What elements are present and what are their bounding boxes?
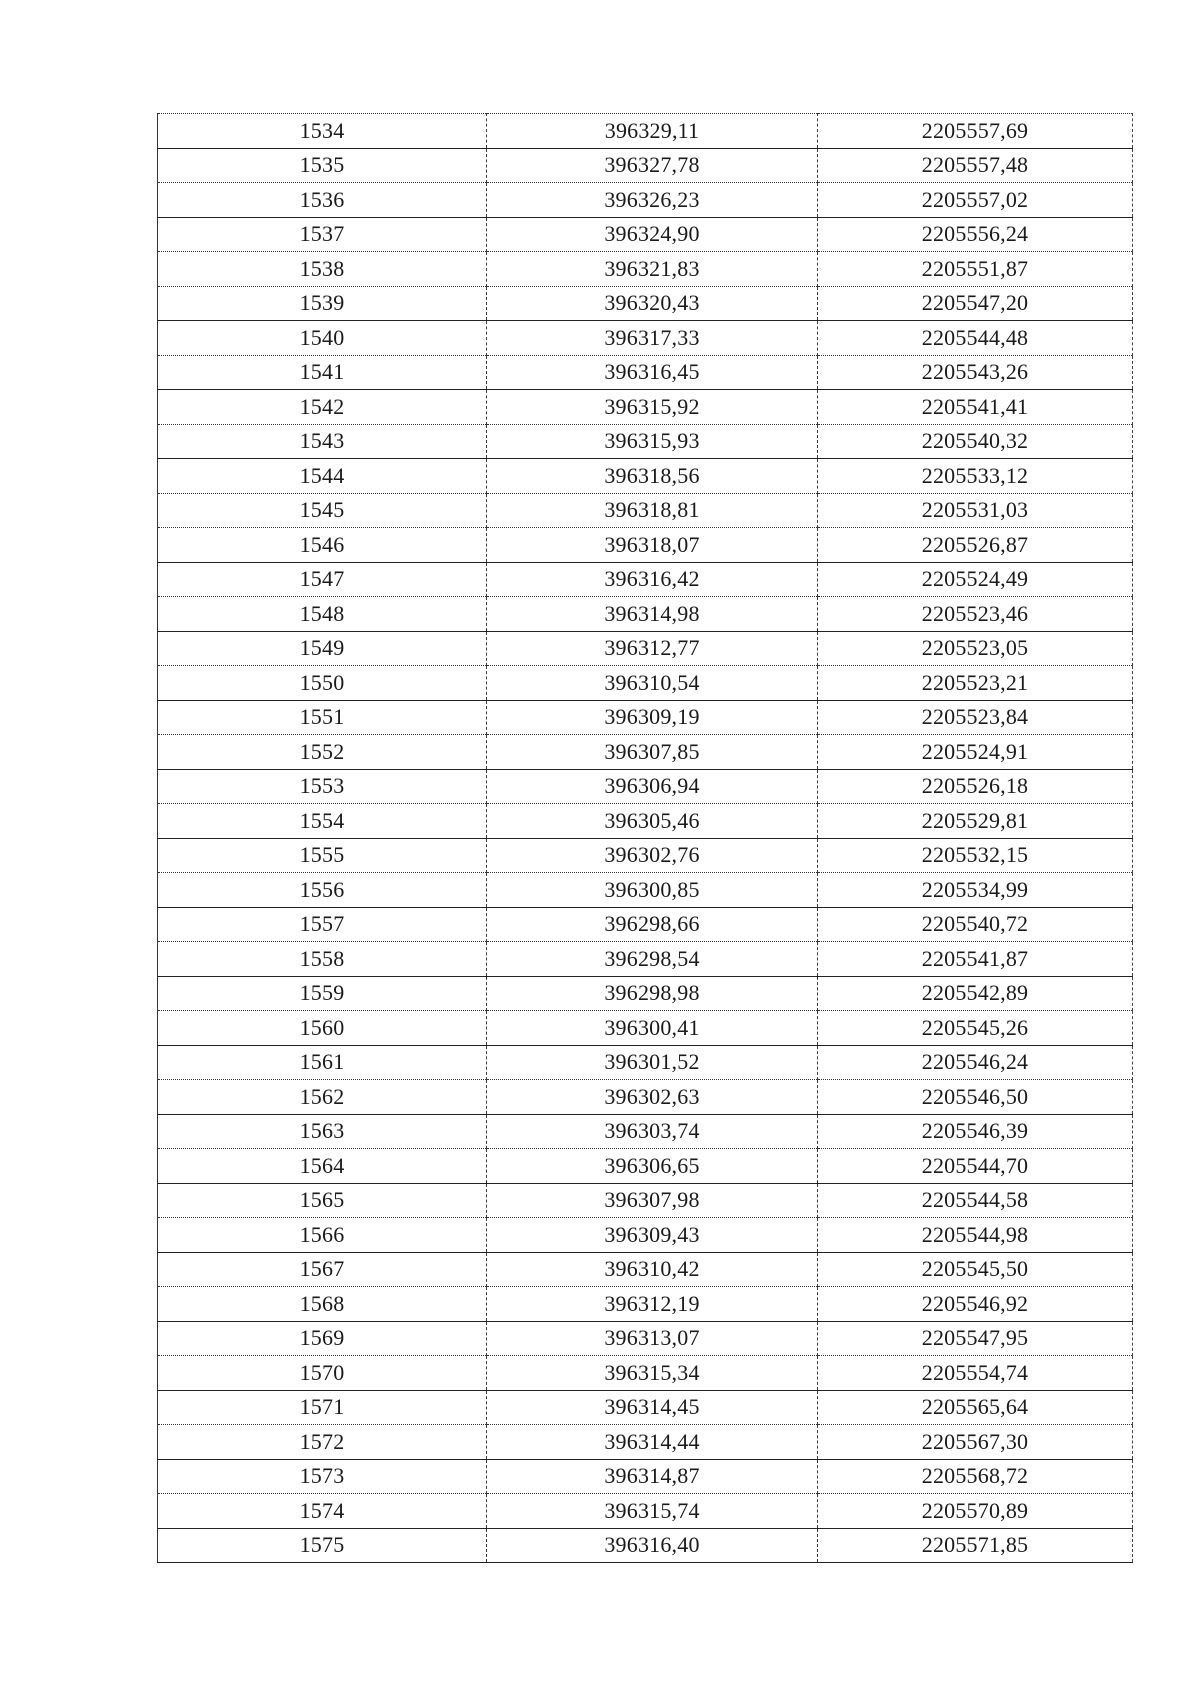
table-row [158,1459,1133,1494]
table-row [158,528,1133,563]
y-coordinate-cell: 2205541,41 [818,390,1133,425]
table-row [158,1011,1133,1046]
x-coordinate-cell: 396314,87 [487,1459,818,1494]
y-coordinate-cell: 2205534,99 [818,873,1133,908]
y-coordinate-cell: 2205546,24 [818,1045,1133,1080]
point-number-cell: 1545 [158,493,487,528]
table-row [158,942,1133,977]
point-number-cell: 1561 [158,1045,487,1080]
point-number-cell: 1541 [158,355,487,390]
point-number-cell: 1567 [158,1252,487,1287]
table-row [158,1390,1133,1425]
x-coordinate-cell: 396315,92 [487,390,818,425]
table-row [158,735,1133,770]
y-coordinate-cell: 2205542,89 [818,976,1133,1011]
point-number-cell: 1550 [158,666,487,701]
y-coordinate-cell: 2205526,18 [818,769,1133,804]
point-number-cell: 1557 [158,907,487,942]
x-coordinate-cell: 396305,46 [487,804,818,839]
point-number-cell: 1547 [158,562,487,597]
point-number-cell: 1549 [158,631,487,666]
y-coordinate-cell: 2205545,50 [818,1252,1133,1287]
x-coordinate-cell: 396314,45 [487,1390,818,1425]
x-coordinate-cell: 396300,41 [487,1011,818,1046]
x-coordinate-cell: 396310,42 [487,1252,818,1287]
x-coordinate-cell: 396301,52 [487,1045,818,1080]
x-coordinate-cell: 396326,23 [487,183,818,218]
y-coordinate-cell: 2205547,95 [818,1321,1133,1356]
y-coordinate-cell: 2205546,92 [818,1287,1133,1322]
point-number-cell: 1538 [158,252,487,287]
x-coordinate-cell: 396320,43 [487,286,818,321]
table-row [158,1218,1133,1253]
table-row [158,321,1133,356]
y-coordinate-cell: 2205551,87 [818,252,1133,287]
point-number-cell: 1573 [158,1459,487,1494]
y-coordinate-cell: 2205541,87 [818,942,1133,977]
y-coordinate-cell: 2205557,69 [818,114,1133,149]
point-number-cell: 1560 [158,1011,487,1046]
x-coordinate-cell: 396318,81 [487,493,818,528]
point-number-cell: 1570 [158,1356,487,1391]
x-coordinate-cell: 396315,34 [487,1356,818,1391]
x-coordinate-cell: 396303,74 [487,1114,818,1149]
x-coordinate-cell: 396316,45 [487,355,818,390]
y-coordinate-cell: 2205568,72 [818,1459,1133,1494]
point-number-cell: 1552 [158,735,487,770]
point-number-cell: 1563 [158,1114,487,1149]
x-coordinate-cell: 396318,56 [487,459,818,494]
x-coordinate-cell: 396316,42 [487,562,818,597]
y-coordinate-cell: 2205546,39 [818,1114,1133,1149]
table-row [158,217,1133,252]
y-coordinate-cell: 2205523,05 [818,631,1133,666]
y-coordinate-cell: 2205529,81 [818,804,1133,839]
coordinates-table-body [158,114,1133,1563]
y-coordinate-cell: 2205567,30 [818,1425,1133,1460]
y-coordinate-cell: 2205570,89 [818,1494,1133,1529]
point-number-cell: 1571 [158,1390,487,1425]
x-coordinate-cell: 396302,63 [487,1080,818,1115]
point-number-cell: 1546 [158,528,487,563]
x-coordinate-cell: 396318,07 [487,528,818,563]
y-coordinate-cell: 2205546,50 [818,1080,1133,1115]
y-coordinate-cell: 2205544,98 [818,1218,1133,1253]
table-row [158,1252,1133,1287]
table-row [158,390,1133,425]
x-coordinate-cell: 396307,98 [487,1183,818,1218]
table-row [158,631,1133,666]
point-number-cell: 1555 [158,838,487,873]
x-coordinate-cell: 396316,40 [487,1528,818,1563]
x-coordinate-cell: 396314,98 [487,597,818,632]
table-row [158,183,1133,218]
x-coordinate-cell: 396302,76 [487,838,818,873]
table-row [158,1080,1133,1115]
y-coordinate-cell: 2205524,91 [818,735,1133,770]
x-coordinate-cell: 396327,78 [487,148,818,183]
x-coordinate-cell: 396315,93 [487,424,818,459]
point-number-cell: 1540 [158,321,487,356]
point-number-cell: 1559 [158,976,487,1011]
x-coordinate-cell: 396309,19 [487,700,818,735]
table-row [158,666,1133,701]
table-row [158,838,1133,873]
table-row [158,1183,1133,1218]
x-coordinate-cell: 396306,94 [487,769,818,804]
y-coordinate-cell: 2205556,24 [818,217,1133,252]
x-coordinate-cell: 396314,44 [487,1425,818,1460]
x-coordinate-cell: 396307,85 [487,735,818,770]
point-number-cell: 1556 [158,873,487,908]
x-coordinate-cell: 396300,85 [487,873,818,908]
y-coordinate-cell: 2205533,12 [818,459,1133,494]
point-number-cell: 1558 [158,942,487,977]
table-row [158,700,1133,735]
point-number-cell: 1551 [158,700,487,735]
table-row [158,907,1133,942]
table-row [158,597,1133,632]
y-coordinate-cell: 2205544,70 [818,1149,1133,1184]
y-coordinate-cell: 2205571,85 [818,1528,1133,1563]
point-number-cell: 1562 [158,1080,487,1115]
point-number-cell: 1553 [158,769,487,804]
table-row [158,355,1133,390]
y-coordinate-cell: 2205544,48 [818,321,1133,356]
y-coordinate-cell: 2205547,20 [818,286,1133,321]
x-coordinate-cell: 396310,54 [487,666,818,701]
x-coordinate-cell: 396317,33 [487,321,818,356]
x-coordinate-cell: 396312,19 [487,1287,818,1322]
y-coordinate-cell: 2205523,46 [818,597,1133,632]
y-coordinate-cell: 2205524,49 [818,562,1133,597]
y-coordinate-cell: 2205540,72 [818,907,1133,942]
point-number-cell: 1535 [158,148,487,183]
x-coordinate-cell: 396298,54 [487,942,818,977]
point-number-cell: 1566 [158,1218,487,1253]
point-number-cell: 1534 [158,114,487,149]
y-coordinate-cell: 2205540,32 [818,424,1133,459]
table-row [158,252,1133,287]
table-row [158,562,1133,597]
x-coordinate-cell: 396306,65 [487,1149,818,1184]
y-coordinate-cell: 2205531,03 [818,493,1133,528]
table-row [158,114,1133,149]
x-coordinate-cell: 396298,98 [487,976,818,1011]
point-number-cell: 1569 [158,1321,487,1356]
y-coordinate-cell: 2205557,48 [818,148,1133,183]
y-coordinate-cell: 2205523,21 [818,666,1133,701]
x-coordinate-cell: 396315,74 [487,1494,818,1529]
table-row [158,286,1133,321]
table-row [158,1149,1133,1184]
table-row [158,1425,1133,1460]
table-row [158,1045,1133,1080]
x-coordinate-cell: 396298,66 [487,907,818,942]
table-row [158,493,1133,528]
x-coordinate-cell: 396313,07 [487,1321,818,1356]
table-row [158,148,1133,183]
point-number-cell: 1574 [158,1494,487,1529]
table-row [158,1356,1133,1391]
y-coordinate-cell: 2205554,74 [818,1356,1133,1391]
table-row [158,1528,1133,1563]
table-row [158,424,1133,459]
table-row [158,873,1133,908]
coordinates-table [157,113,1133,1563]
table-row [158,459,1133,494]
table-row [158,769,1133,804]
y-coordinate-cell: 2205543,26 [818,355,1133,390]
table-row [158,1287,1133,1322]
point-number-cell: 1543 [158,424,487,459]
table-row [158,1494,1133,1529]
y-coordinate-cell: 2205523,84 [818,700,1133,735]
y-coordinate-cell: 2205532,15 [818,838,1133,873]
point-number-cell: 1536 [158,183,487,218]
x-coordinate-cell: 396309,43 [487,1218,818,1253]
x-coordinate-cell: 396329,11 [487,114,818,149]
point-number-cell: 1568 [158,1287,487,1322]
point-number-cell: 1537 [158,217,487,252]
point-number-cell: 1548 [158,597,487,632]
point-number-cell: 1544 [158,459,487,494]
point-number-cell: 1564 [158,1149,487,1184]
y-coordinate-cell: 2205565,64 [818,1390,1133,1425]
table-row [158,804,1133,839]
point-number-cell: 1575 [158,1528,487,1563]
x-coordinate-cell: 396321,83 [487,252,818,287]
point-number-cell: 1542 [158,390,487,425]
point-number-cell: 1572 [158,1425,487,1460]
point-number-cell: 1554 [158,804,487,839]
point-number-cell: 1565 [158,1183,487,1218]
y-coordinate-cell: 2205557,02 [818,183,1133,218]
y-coordinate-cell: 2205545,26 [818,1011,1133,1046]
table-row [158,976,1133,1011]
table-row [158,1321,1133,1356]
y-coordinate-cell: 2205526,87 [818,528,1133,563]
y-coordinate-cell: 2205544,58 [818,1183,1133,1218]
point-number-cell: 1539 [158,286,487,321]
table-row [158,1114,1133,1149]
x-coordinate-cell: 396312,77 [487,631,818,666]
x-coordinate-cell: 396324,90 [487,217,818,252]
